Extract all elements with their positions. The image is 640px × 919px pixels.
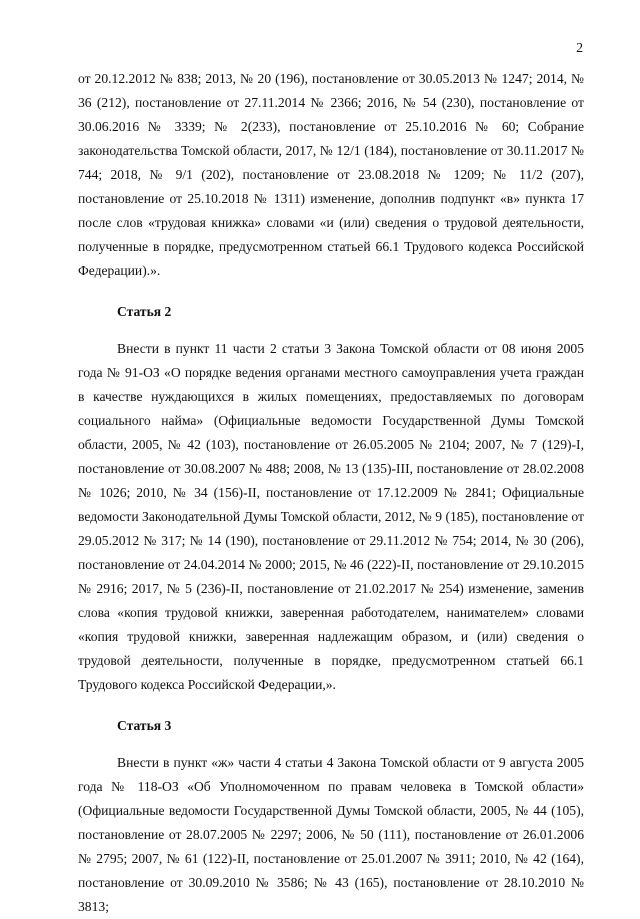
article-2-text: Внести в пункт 11 части 2 статьи 3 Закона Томской области от 08 июня 2005 года № 91-ОЗ «О порядке ведения органами местного самоуправления учета граждан в качестве нуждающихся в жилых помещениях, предоставляемых по договорам социального найма» (Официальные ведомости Государственной Думы Томской области, 2005, № 42 (103), постановление от 26.05.2005 № 2104; 2007, № 7 (129)-I, постановление от 30.08.2007 № 488; 2008, № 13 (135)-III, постановление от 28.02.2008 № 1026; 2010, № 34 (156)-II, постановление от 17.12.2009 № 2841; Официальные ведомости Законодательной Думы Томской области, 2012, № 9 (185), постановление от 29.05.2012 № 317; № 14 (190), постановление от 29.11.2012 № 754; 2014, № 30 (206), постановление от 24.04.2014 № 2000; 2015, № 46 (222)-II, постановление от 29.10.2015 № 2916; 2017, № 5 (236)-II, постановление от 21.02.2017 № 254) изменение, заменив слова «копия трудовой книжки, заверенная работодателем, нанимателем» словами «копия трудовой книжки, заверенная надлежащим образом, и (или) сведения о трудовой деятельности, полученные в порядке, предусмотренном статьей 66.1 Трудового кодекса Российской Федерации,». bbox=[78, 341, 584, 692]
intro-paragraph: от 20.12.2012 № 838; 2013, № 20 (196), постановление от 30.05.2013 № 1247; 2014, № 36 (212), постановление от 27.11.2014 № 2366; 2016, № 54 (230), постановление от 30.06.2016 № 3339; № 2(233), постановление от 25.10.2016 № 60; Собрание законодательства Томской области, 2017, № 12/1 (184), постановление от 30.11.2017 № 744; 2018, № 9/1 (202), постановление от 23.08.2018 № 1209; № 11/2 (207), постановление от 25.10.2018 № 1311) изменение, дополнив подпункт «в» пункта 17 после слов «трудовая книжка» словами «и (или) сведения о трудовой деятельности, полученные в порядке, предусмотренном статьей 66.1 Трудового кодекса Российской Федерации).». bbox=[78, 71, 584, 278]
article-3-heading: Статья 3 bbox=[117, 718, 172, 733]
document-body bbox=[78, 67, 584, 919]
page-number: 2 bbox=[576, 40, 583, 55]
article-2-heading: Статья 2 bbox=[117, 304, 172, 319]
article-3-text: Внести в пункт «ж» части 4 статьи 4 Закона Томской области от 9 августа 2005 года № 118-ОЗ «Об Уполномоченном по правам человека в Томской области» (Официальные ведомости Государственной Думы Томской области, 2005, № 44 (105), постановление от 28.07.2005 № 2297; 2006, № 50 (111), постановление от 26.01.2006 № 2795; 2007, № 61 (122)-II, постановление от 25.01.2007 № 3911; 2010, № 42 (164), постановление от 30.09.2010 № 3586; № 43 (165), постановление от 28.10.2010 № 3813; bbox=[78, 755, 584, 914]
